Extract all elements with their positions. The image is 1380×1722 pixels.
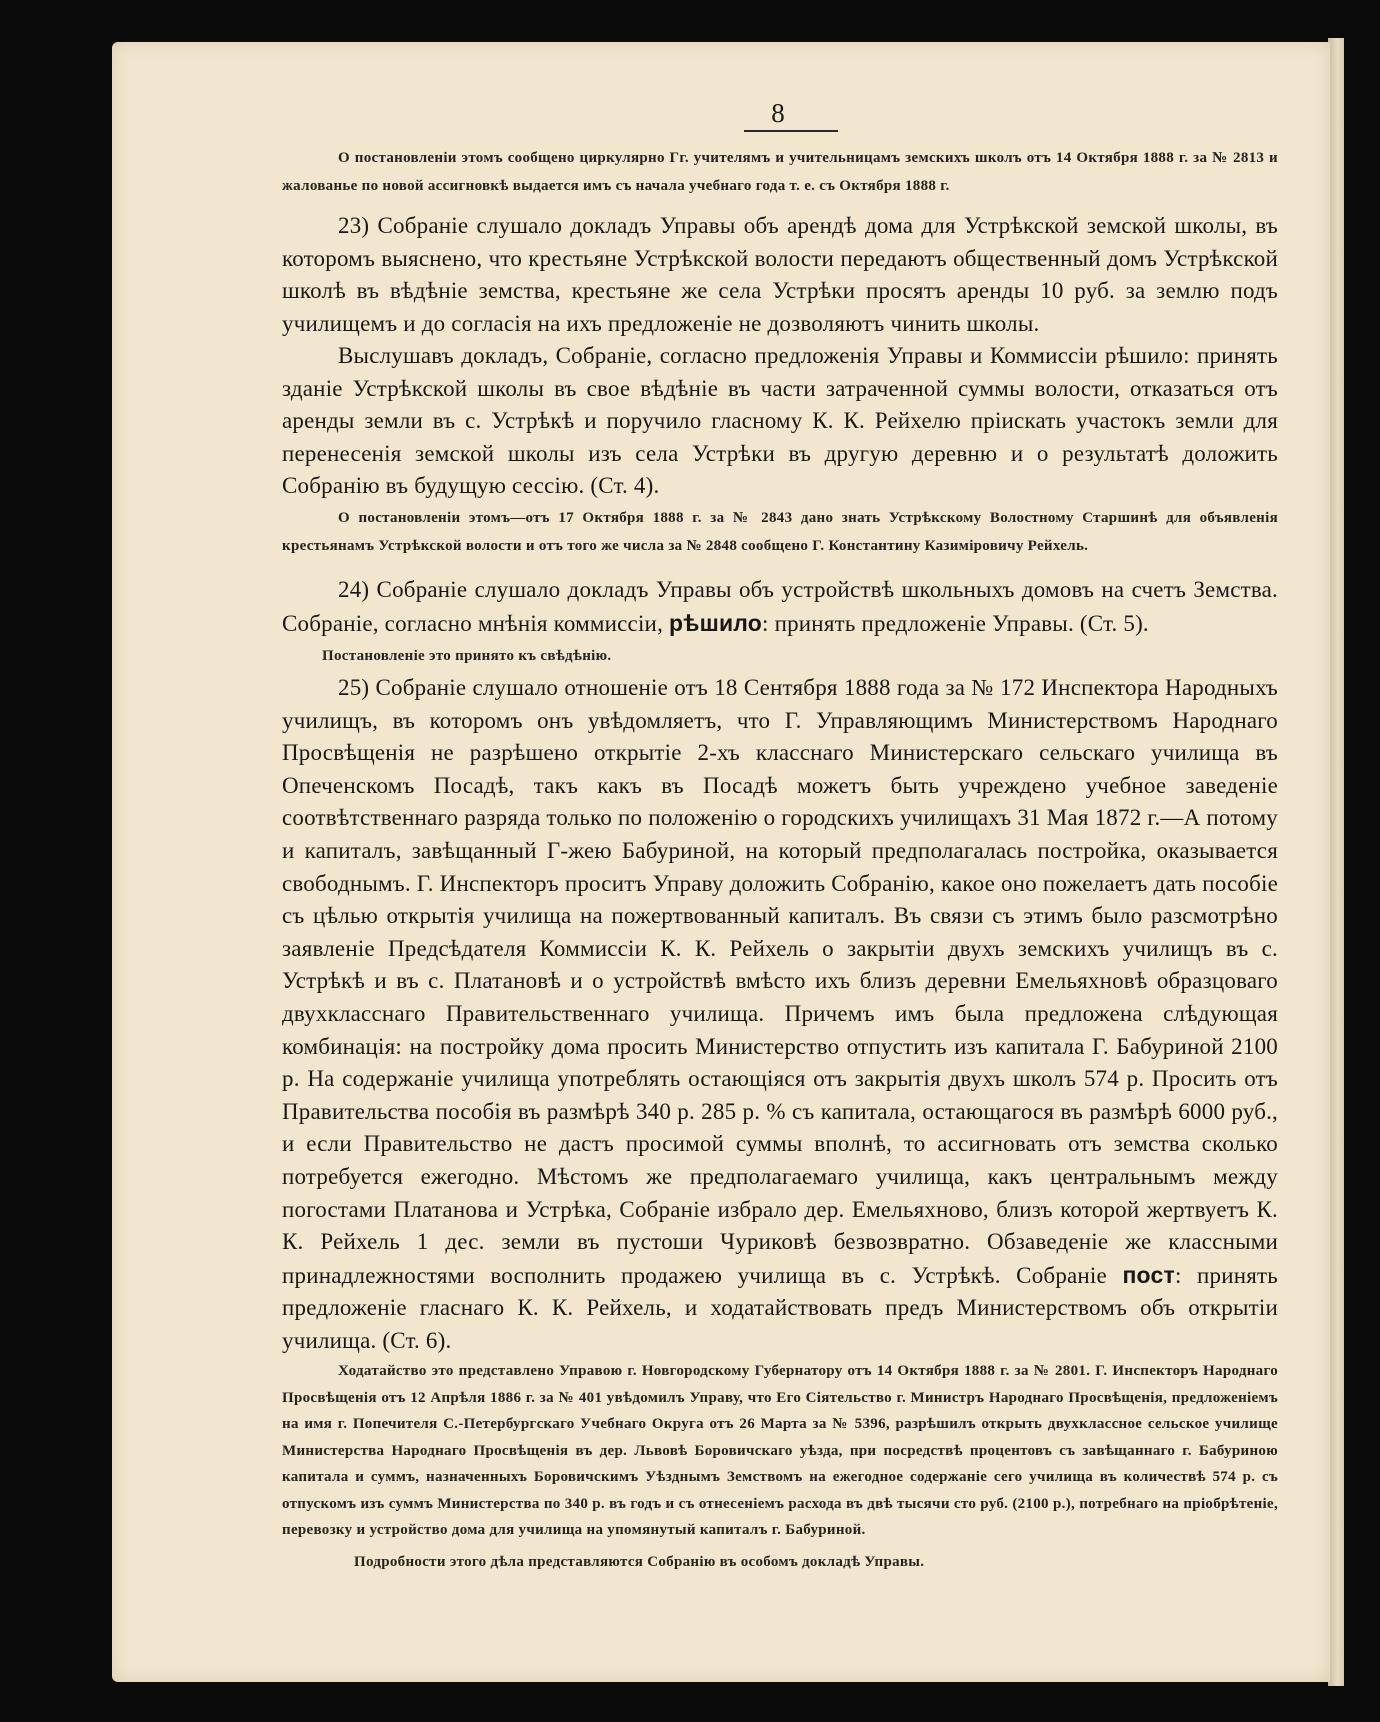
item-23-note: О постановленіи этомъ—отъ 17 Октября 1888 г. за № 2843 дано знать Устрѣкскому Волостному Старшинѣ для объявленія крестьянамъ Устрѣкской волости и отъ того же числа за № 2848 сообщено Г. Константину Казиміровичу Рейхель.: [282, 510, 1278, 554]
item-25-text-after: : принять предложеніе гласнаго К. К. Рейхель, и ходатайствовать предъ Министерствомъ объ открытіи училища. (Ст. 6).: [282, 1262, 1278, 1353]
item-25-text-before: 25) Собраніе слушало отношеніе отъ 18 Сентября 1888 года за № 172 Инспектора Народныхъ училищъ, въ которомъ онъ увѣдомляетъ, что Г. Управляющимъ Министерствомъ Народнаго Просвѣщенія не разрѣшено открытіе 2-хъ класснаго Министерскаго сельскаго училища въ Опеченскомъ Посадѣ, такъ какъ въ Посадѣ можетъ быть учреждено учебное заведеніе соотвѣтственнаго разряда только по положенію о городскихъ училищахъ 31 Мая 1872 г.—А потому и капиталъ, завѣщанный Г-жею Бабуриной, на который предполагалась постройка, оказывается свободнымъ. Г. Инспекторъ проситъ Управу доложить Собранію, какое оно пожелаетъ дать пособіе съ цѣлью открытія училища на пожертвованный капиталъ. Въ связи съ этимъ было разсмотрѣно заявленіе Предсѣдателя Коммиссіи К. К. Рейхель о закрытіи двухъ земскихъ училищъ въ с. Устрѣкѣ и въ с. Платановѣ и о устройствѣ вмѣсто ихъ близъ деревни Емельяхновѣ образцоваго двухкласснаго Правительственнаго училища. Причемъ имъ была предложена слѣдующая комбинація: на постройку дома просить Министерство отпустить изъ капитала Г. Бабуриной 2100 р. На содержаніе училища употреблять остающіяся отъ закрытія двухъ школъ 574 р. Просить отъ Правительства пособія въ размѣрѣ 340 р. 285 р. % съ капитала, остающагося въ размѣрѣ 6000 руб., и если Правительство не дастъ просимой суммы вполнѣ, то ассигновать отъ земства сколько потребуется ежегодно. Мѣстомъ же предполагаемаго училища, какъ центральнымъ между погостами Платанова и Устрѣка, Собраніе избрало дер. Емельяхново, близъ которой жертвуетъ К. К. Рейхель 1 дес. земли въ пустоши Чуриковѣ безвозвратно. Обзаведеніе же классными принадлежностями восполнить продажею училища въ с. Устрѣкѣ. Собраніе: [282, 675, 1278, 1288]
next-page-edge: [1328, 38, 1344, 1686]
item-24-text-after: : принять предложеніе Управы. (Ст. 5).: [762, 610, 1149, 636]
note-teachers-circular: О постановленіи этомъ сообщено циркулярно Гг. учителямъ и учительницамъ земскихъ школъ отъ 14 Октября 1888 г. за № 2813 и жалованье по новой ассигновкѣ выдается имъ съ начала учебнаго года т. е. съ Октября 1888 г.: [282, 150, 1278, 194]
item-24-paragraph: [282, 574, 1278, 640]
item-23-paragraph-1: 23) Собраніе слушало докладъ Управы объ арендѣ дома для Устрѣкской земской школы, въ которомъ выяснено, что крестьяне Устрѣкской волости передаютъ общественный домъ Устрѣкской школѣ въ вѣдѣніе земства, крестьяне же села Устрѣки просятъ аренды 10 руб. за землю подъ училищемъ и до согласія на ихъ предложеніе не дозволяютъ чинить школы.: [282, 213, 1278, 336]
page-number: 8: [771, 98, 785, 128]
page-number-rule: [744, 130, 838, 132]
item-25-paragraph: [282, 672, 1278, 1357]
item-24-decision-word: рѣшило: [668, 609, 763, 636]
item-25-note-petition: Ходатайство это представлено Управою г. Новгородскому Губернатору отъ 14 Октября 1888 г. за № 2801. Г. Инспекторъ Народнаго Просвѣщенія отъ 12 Апрѣля 1886 г. за № 401 увѣдомилъ Управу, что Его Сіятельство г. Министръ Народнаго Просвѣщенія, предложеніемъ на имя г. Попечителя С.-Петербургскаго Учебнаго Округа отъ 26 Марта за № 5396, разрѣшилъ открыть двухклассное сельское училище Министерства Народнаго Просвѣщенія въ дер. Львовѣ Боровичскаго уѣзда, при посредствѣ процентовъ съ завѣщаннаго г. Бабуриною капитала и суммъ, назначенныхъ Боровичскимъ Уѣзднымъ Земствомъ на ежегодное содержаніе сего училища въ количествѣ 574 р. съ отпускомъ изъ суммъ Министерства по 340 р. въ годъ и съ отнесеніемъ расхода въ двѣ тысячи сто руб. (2100 р.), потребнаго на пріобрѣтеніе, перевозку и устройство дома для училища на упомянутый капиталъ г. Бабуриной.: [282, 1363, 1278, 1538]
item-24-text-before: 24) Собраніе слушало докладъ Управы объ устройствѣ школьныхъ домовъ на счетъ Земства. Собраніе, согласно мнѣнія коммиссіи,: [282, 577, 1278, 636]
item-23-paragraph-2: Выслушавъ докладъ, Собраніе, согласно предложенія Управы и Коммиссіи рѣшило: принять зданіе Устрѣкской школы въ свое вѣдѣніе въ части затраченной суммы волости, отказаться отъ аренды земли въ с. Устрѣкѣ и поручило гласному К. К. Рейхелю пріискать участокъ земли для перенесенія земской школы изъ села Устрѣки въ другую деревню и о результатѣ доложить Собранію въ будущую сессію. (Ст. 4).: [282, 343, 1278, 498]
item-25-decision-word: пост: [1122, 1261, 1175, 1288]
item-25-note-details: Подробности этого дѣла представляются Собранію въ особомъ докладѣ Управы.: [354, 1554, 925, 1570]
item-24-note: Постановленіе это принято къ свѣдѣнію.: [322, 648, 612, 664]
